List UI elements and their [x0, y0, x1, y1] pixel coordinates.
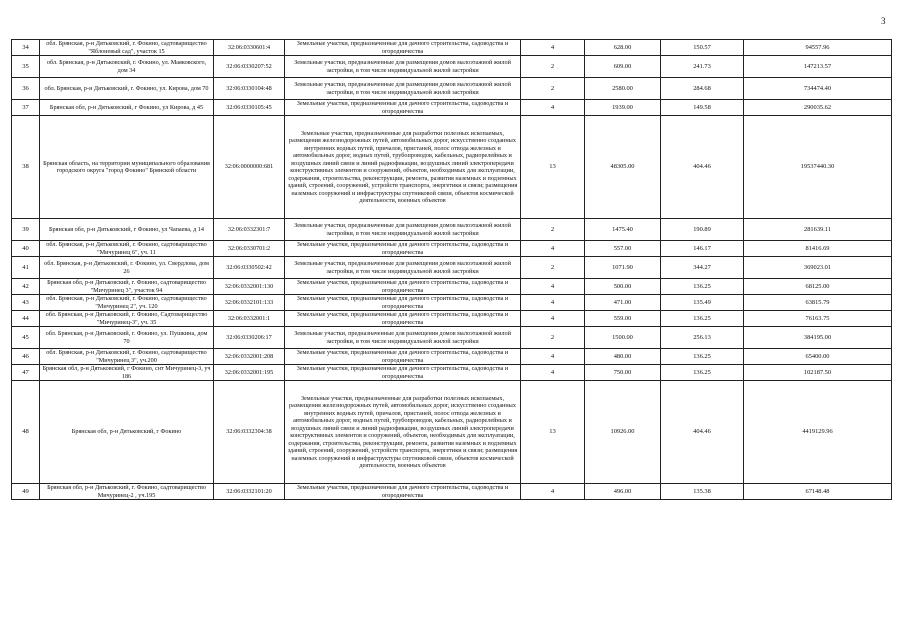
land-use-cell: Земельные участки, предназначенные для размещения домов малоэтажной жилой застройки, в том числе индивидуальной жилой застройки [285, 56, 521, 78]
group-number-cell: 2 [521, 219, 585, 241]
row-number-cell: 42 [12, 279, 40, 295]
specific-value-cell: 146.17 [661, 241, 744, 257]
cadastral-value-cell: 63815.79 [744, 295, 892, 311]
area-cell: 10926.00 [585, 381, 661, 484]
table-row [12, 116, 892, 219]
address-cell: обл. Брянская, р-н Дятьковский, г. Фокино, садтоварищество "Мичуринец 2", уч. 120 [40, 295, 214, 311]
land-use-cell: Земельные участки, предназначенные для размещения домов малоэтажной жилой застройки, в том числе индивидуальной жилой застройки [285, 78, 521, 100]
area-cell: 471.00 [585, 295, 661, 311]
cadastral-number-cell: 32:06:0332304:38 [214, 381, 285, 484]
cadastral-number-cell: 32:06:0330104:48 [214, 78, 285, 100]
cadastral-number-cell: 32:06:0330502:42 [214, 257, 285, 279]
address-cell: Брянская обл, р-н Дятьковский, г. Фокино, садтоварищество Мичуринец-2 , уч.195 [40, 484, 214, 500]
group-number-cell: 4 [521, 365, 585, 381]
area-cell: 48305.00 [585, 116, 661, 219]
area-cell: 750.00 [585, 365, 661, 381]
table-row [12, 279, 892, 295]
specific-value-cell: 136.25 [661, 349, 744, 365]
cadastral-number-cell: 32:06:0332001:208 [214, 349, 285, 365]
cadastral-value-cell: 147213.57 [744, 56, 892, 78]
cadastral-value-cell: 384195.00 [744, 327, 892, 349]
table-row [12, 484, 892, 500]
specific-value-cell: 241.73 [661, 56, 744, 78]
area-cell: 2580.00 [585, 78, 661, 100]
land-use-cell: Земельные участки, предназначенные для дачного строительства, садоводства и огородничества [285, 279, 521, 295]
address-cell: Брянская обл, р-н Дятьковский, г. Фокино, садтоварищество "Мичуринец 3", участок 94 [40, 279, 214, 295]
land-use-cell: Земельные участки, предназначенные для размещения домов малоэтажной жилой застройки, в том числе индивидуальной жилой застройки [285, 257, 521, 279]
specific-value-cell: 136.25 [661, 365, 744, 381]
land-use-cell: Земельные участки, предназначенные для дачного строительства, садоводства и огородничества [285, 241, 521, 257]
group-number-cell: 4 [521, 311, 585, 327]
cadastral-value-cell: 65400.00 [744, 349, 892, 365]
address-cell: обл. Брянская, р-н Дятьковский, г. Фокино, садтоварищество "Мичуринец 6", уч. 11 [40, 241, 214, 257]
address-cell: обл. Брянская, р-н Дятьковский, г. Фокино, Садтоварищество "Мичуринец-3", уч. 35 [40, 311, 214, 327]
address-cell: Брянская обл, р-н Дятьковский, г Фокино, ул Кирова, д 45 [40, 100, 214, 116]
table-row [12, 100, 892, 116]
area-cell: 1500.00 [585, 327, 661, 349]
cadastral-value-cell: 290035.62 [744, 100, 892, 116]
land-use-cell: Земельные участки, предназначенные для размещения домов малоэтажной жилой застройки, в том числе индивидуальной жилой застройки [285, 327, 521, 349]
row-number-cell: 44 [12, 311, 40, 327]
group-number-cell: 2 [521, 257, 585, 279]
specific-value-cell: 344.27 [661, 257, 744, 279]
specific-value-cell: 190.89 [661, 219, 744, 241]
cadastral-number-cell: 32:06:0332001:130 [214, 279, 285, 295]
land-use-cell: Земельные участки, предназначенные для размещения домов малоэтажной жилой застройки, в том числе индивидуальной жилой застройки [285, 219, 521, 241]
address-cell: обл. Брянская, р-н Дятьковский, г. Фокино, садтоварищество "Мичуринец 3", уч.200 [40, 349, 214, 365]
cadastral-number-cell: 32:06:0332301:7 [214, 219, 285, 241]
row-number-cell: 45 [12, 327, 40, 349]
area-cell: 1475.40 [585, 219, 661, 241]
row-number-cell: 47 [12, 365, 40, 381]
row-number-cell: 46 [12, 349, 40, 365]
land-use-cell: Земельные участки, предназначенные для дачного строительства, садоводства и огородничества [285, 311, 521, 327]
row-number-cell: 34 [12, 40, 40, 56]
land-use-cell: Земельные участки, предназначенные для дачного строительства, садоводства и огородничества [285, 349, 521, 365]
land-use-cell: Земельные участки, предназначенные для разработки полезных ископаемых, размещения железнодорожных путей, автомобильных дорог, искусственно созданных внутренних водных путей, причалов, пристаней, полос отвода железных и автомобильных дорог, водных путей, трубопроводов, кабельных, радиорелейных и воздушных линий связи и линий радиофикации, воздушных линий электропередачи конструктивных элементов и сооружений, объектов, необходимых для эксплуатации, содержания, строительства, реконструкции, ремонта, развития наземных и подземных зданий, строений, сооружений, устройств транспорта, энергетики и связи; размещения наземных сооружений и инфраструктуры спутниковой связи, объектов космической деятельности, военных объектов [285, 381, 521, 484]
table-row [12, 257, 892, 279]
group-number-cell: 4 [521, 100, 585, 116]
row-number-cell: 49 [12, 484, 40, 500]
land-use-cell: Земельные участки, предназначенные для дачного строительства, садоводства и огородничества [285, 484, 521, 500]
cadastral-number-cell: 32:06:0330601:4 [214, 40, 285, 56]
table-row [12, 241, 892, 257]
cadastral-value-cell: 369023.01 [744, 257, 892, 279]
group-number-cell: 13 [521, 381, 585, 484]
address-cell: обл. Брянская, р-н Дятьковский, г. Фокино, ул. Кирова, дом 70 [40, 78, 214, 100]
cadastral-number-cell: 32:06:0330701:2 [214, 241, 285, 257]
specific-value-cell: 149.58 [661, 100, 744, 116]
land-use-cell: Земельные участки, предназначенные для разработки полезных ископаемых, размещения железнодорожных путей, автомобильных дорог, искусственно созданных внутренних водных путей, причалов, пристаней, полос отвода железных и автомобильных дорог, водных путей, трубопроводов, кабельных, радиорелейных и воздушных линий связи и линий радиофикации, воздушных линий электропередачи конструктивных элементов и сооружений, объектов, необходимых для эксплуатации, содержания, строительства, реконструкции, ремонта, развития наземных и подземных зданий, строений, сооружений, устройств транспорта, энергетики и связи; размещения наземных сооружений и инфраструктуры спутниковой связи, объектов космической деятельности, военных объектов [285, 116, 521, 219]
area-cell: 609.00 [585, 56, 661, 78]
group-number-cell: 4 [521, 241, 585, 257]
area-cell: 500.00 [585, 279, 661, 295]
address-cell: Брянская область, на территории муниципального образования городского округа "город Фокино" Брянской области [40, 116, 214, 219]
address-cell: Брянская обл, р-н Дятьковский, г Фокино [40, 381, 214, 484]
address-cell: обл. Брянская, р-н Дятьковский, г. Фокино, ул. Пушкина, дом 70 [40, 327, 214, 349]
table-row [12, 40, 892, 56]
row-number-cell: 38 [12, 116, 40, 219]
group-number-cell: 4 [521, 349, 585, 365]
table-row [12, 219, 892, 241]
table-row [12, 56, 892, 78]
row-number-cell: 41 [12, 257, 40, 279]
cadastral-value-cell: 281639.11 [744, 219, 892, 241]
address-cell: обл. Брянская, р-н Дятьковский, г. Фокино, садтоварищество "Яблоневый сад", участок 15 [40, 40, 214, 56]
row-number-cell: 43 [12, 295, 40, 311]
address-cell: Брянская обл, р-н Дятьковский, г Фокино, ул Чапаева, д 14 [40, 219, 214, 241]
cadastral-number-cell: 32:06:0332101:133 [214, 295, 285, 311]
cadastral-number-cell: 32:06:0332001:195 [214, 365, 285, 381]
specific-value-cell: 284.68 [661, 78, 744, 100]
row-number-cell: 40 [12, 241, 40, 257]
specific-value-cell: 150.57 [661, 40, 744, 56]
address-cell: обл. Брянская, р-н Дятьковский, г. Фокино, ул. Маяковского, дом 34 [40, 56, 214, 78]
area-cell: 496.00 [585, 484, 661, 500]
cadastral-number-cell: 32:06:0330105:45 [214, 100, 285, 116]
specific-value-cell: 136.25 [661, 279, 744, 295]
cadastral-number-cell: 32:06:0330207:52 [214, 56, 285, 78]
cadastral-value-cell: 76163.75 [744, 311, 892, 327]
cadastral-value-cell: 734474.40 [744, 78, 892, 100]
land-use-cell: Земельные участки, предназначенные для дачного строительства, садоводства и огородничества [285, 40, 521, 56]
cadastral-value-cell: 102187.50 [744, 365, 892, 381]
area-cell: 559.00 [585, 311, 661, 327]
area-cell: 480.00 [585, 349, 661, 365]
group-number-cell: 4 [521, 295, 585, 311]
group-number-cell: 2 [521, 327, 585, 349]
cadastral-number-cell: 32:06:0332001:1 [214, 311, 285, 327]
specific-value-cell: 404.46 [661, 381, 744, 484]
row-number-cell: 36 [12, 78, 40, 100]
area-cell: 557.00 [585, 241, 661, 257]
specific-value-cell: 136.25 [661, 311, 744, 327]
cadastral-number-cell: 32:06:0330206:17 [214, 327, 285, 349]
area-cell: 628.00 [585, 40, 661, 56]
cadastral-number-cell: 32:06:0000000:681 [214, 116, 285, 219]
cadastral-number-cell: 32:06:0332101:20 [214, 484, 285, 500]
row-number-cell: 39 [12, 219, 40, 241]
row-number-cell: 35 [12, 56, 40, 78]
cadastral-value-cell: 94557.96 [744, 40, 892, 56]
group-number-cell: 4 [521, 279, 585, 295]
land-use-cell: Земельные участки, предназначенные для дачного строительства, садоводства и огородничества [285, 365, 521, 381]
table-row [12, 311, 892, 327]
land-valuation-table [11, 39, 892, 500]
specific-value-cell: 135.38 [661, 484, 744, 500]
specific-value-cell: 256.13 [661, 327, 744, 349]
cadastral-value-cell: 81416.69 [744, 241, 892, 257]
cadastral-value-cell: 67148.48 [744, 484, 892, 500]
land-use-cell: Земельные участки, предназначенные для дачного строительства, садоводства и огородничества [285, 100, 521, 116]
specific-value-cell: 135.49 [661, 295, 744, 311]
land-use-cell: Земельные участки, предназначенные для дачного строительства, садоводства и огородничества [285, 295, 521, 311]
group-number-cell: 2 [521, 56, 585, 78]
area-cell: 1939.00 [585, 100, 661, 116]
group-number-cell: 13 [521, 116, 585, 219]
group-number-cell: 2 [521, 78, 585, 100]
table-row [12, 327, 892, 349]
cadastral-value-cell: 19537440.30 [744, 116, 892, 219]
cadastral-value-cell: 4419129.96 [744, 381, 892, 484]
area-cell: 1071.90 [585, 257, 661, 279]
page-number: 3 [881, 16, 886, 26]
group-number-cell: 4 [521, 484, 585, 500]
specific-value-cell: 404.46 [661, 116, 744, 219]
table-row [12, 295, 892, 311]
table-row [12, 381, 892, 484]
cadastral-value-cell: 68125.00 [744, 279, 892, 295]
row-number-cell: 37 [12, 100, 40, 116]
table-row [12, 349, 892, 365]
address-cell: обл. Брянская, р-н Дятьковский, г. Фокино, ул. Свердлова, дом 26 [40, 257, 214, 279]
table-row [12, 365, 892, 381]
row-number-cell: 48 [12, 381, 40, 484]
address-cell: Брянская обл, р-н Дятьковский, г Фокино, снт Мичуринец-3, уч 186 [40, 365, 214, 381]
table-row [12, 78, 892, 100]
group-number-cell: 4 [521, 40, 585, 56]
